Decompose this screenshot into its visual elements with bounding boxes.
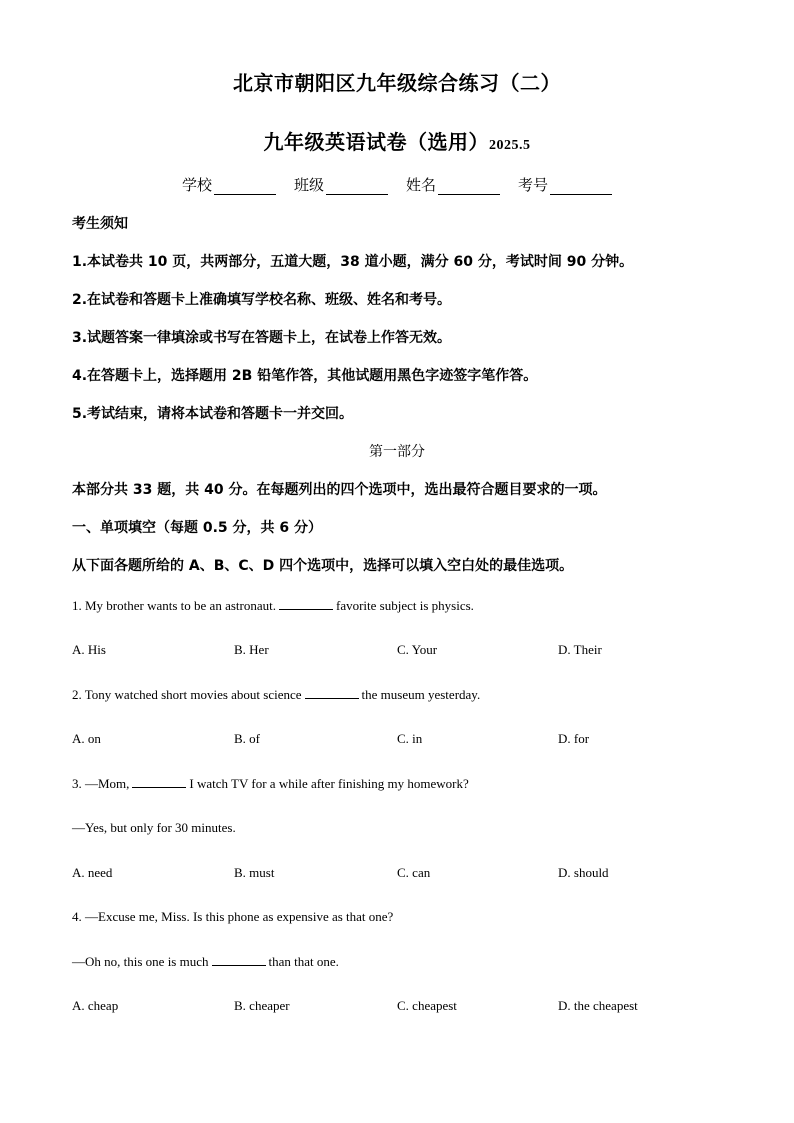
exam-subtitle [0,126,794,155]
question-text: than that one. [268,954,339,969]
option-c[interactable]: C. can [397,865,431,880]
class-field[interactable] [294,174,388,195]
student-info-line [0,174,794,195]
question-text: favorite subject is physics. [335,598,474,613]
option-a[interactable]: A. need [72,865,113,880]
school-field[interactable] [182,174,276,195]
options-row [72,642,732,660]
question-text: 2. Tony watched short movies about science [72,687,302,702]
section-instruction: 从下面各题所给的 A、B、C、D 四个选项中，选择可以填入空白处的最佳选项。 [72,558,574,574]
subtitle-text: 九年级英语试卷（选用） [263,130,489,154]
question-text: 1. My brother wants to be an astronaut. [72,598,276,613]
options-row [72,731,732,749]
exam-year: 2025.5 [489,138,531,153]
option-c[interactable]: C. Your [397,642,438,657]
note-item: 1.本试卷共 10 页，共两部分，五道大题，38 道小题，满分 60 分，考试时间 90 分钟。 [72,254,634,270]
dialogue-line [72,954,339,970]
exam-number-blank[interactable] [550,180,612,195]
exam-number-label: 考号 [518,176,549,194]
option-a[interactable]: A. on [72,731,101,746]
note-item: 5.考试结束，请将本试卷和答题卡一并交回。 [72,406,354,422]
option-d[interactable]: D. for [558,731,590,746]
option-b[interactable]: B. cheaper [234,998,290,1013]
note-item: 4.在答题卡上，选择题用 2B 铅笔作答，其他试题用黑色字迹签字笔作答。 [72,368,538,384]
exam-number-field[interactable] [518,174,612,195]
dialogue-line: —Yes, but only for 30 minutes. [72,820,236,835]
option-d[interactable]: D. should [558,865,609,880]
school-label: 学校 [181,176,212,194]
option-b[interactable]: B. must [234,865,275,880]
question-line [72,687,480,703]
class-blank[interactable] [326,180,388,195]
answer-blank [279,598,333,610]
part-intro: 本部分共 33 题，共 40 分。在每题列出的四个选项中，选出最符合题目要求的一项。 [72,482,607,498]
class-label: 班级 [293,176,324,194]
question-text: I watch TV for a while after finishing my homework? [189,776,469,791]
option-a[interactable]: A. cheap [72,998,119,1013]
option-b[interactable]: B. of [234,731,260,746]
options-row [72,998,732,1016]
school-blank[interactable] [214,180,276,195]
option-d[interactable]: D. the cheapest [558,998,638,1013]
question-text: —Oh no, this one is much [72,954,209,969]
answer-blank [132,776,186,788]
name-label: 姓名 [406,176,437,194]
part-title: 第一部分 [369,444,425,460]
question-line [72,776,469,792]
section-heading: 一、单项填空（每题 0.5 分，共 6 分） [72,520,323,536]
question-text: 3. —Mom, [72,776,130,791]
option-a[interactable]: A. His [72,642,106,657]
note-item: 2.在试卷和答题卡上准确填写学校名称、班级、姓名和考号。 [72,292,452,308]
question-text: the museum yesterday. [361,687,481,702]
note-item: 3.试题答案一律填涂或书写在答题卡上，在试卷上作答无效。 [72,330,452,346]
option-c[interactable]: C. in [397,731,423,746]
name-blank[interactable] [438,180,500,195]
name-field[interactable] [406,174,500,195]
question-line [72,598,474,614]
option-b[interactable]: B. Her [234,642,269,657]
option-d[interactable]: D. Their [558,642,602,657]
option-c[interactable]: C. cheapest [397,998,457,1013]
question-line: 4. —Excuse me, Miss. Is this phone as expensive as that one? [72,909,394,924]
exam-title: 北京市朝阳区九年级综合练习（二） [233,71,561,95]
notes-heading: 考生须知 [72,216,128,232]
answer-blank [212,954,266,966]
answer-blank [305,687,359,699]
options-row [72,865,732,883]
